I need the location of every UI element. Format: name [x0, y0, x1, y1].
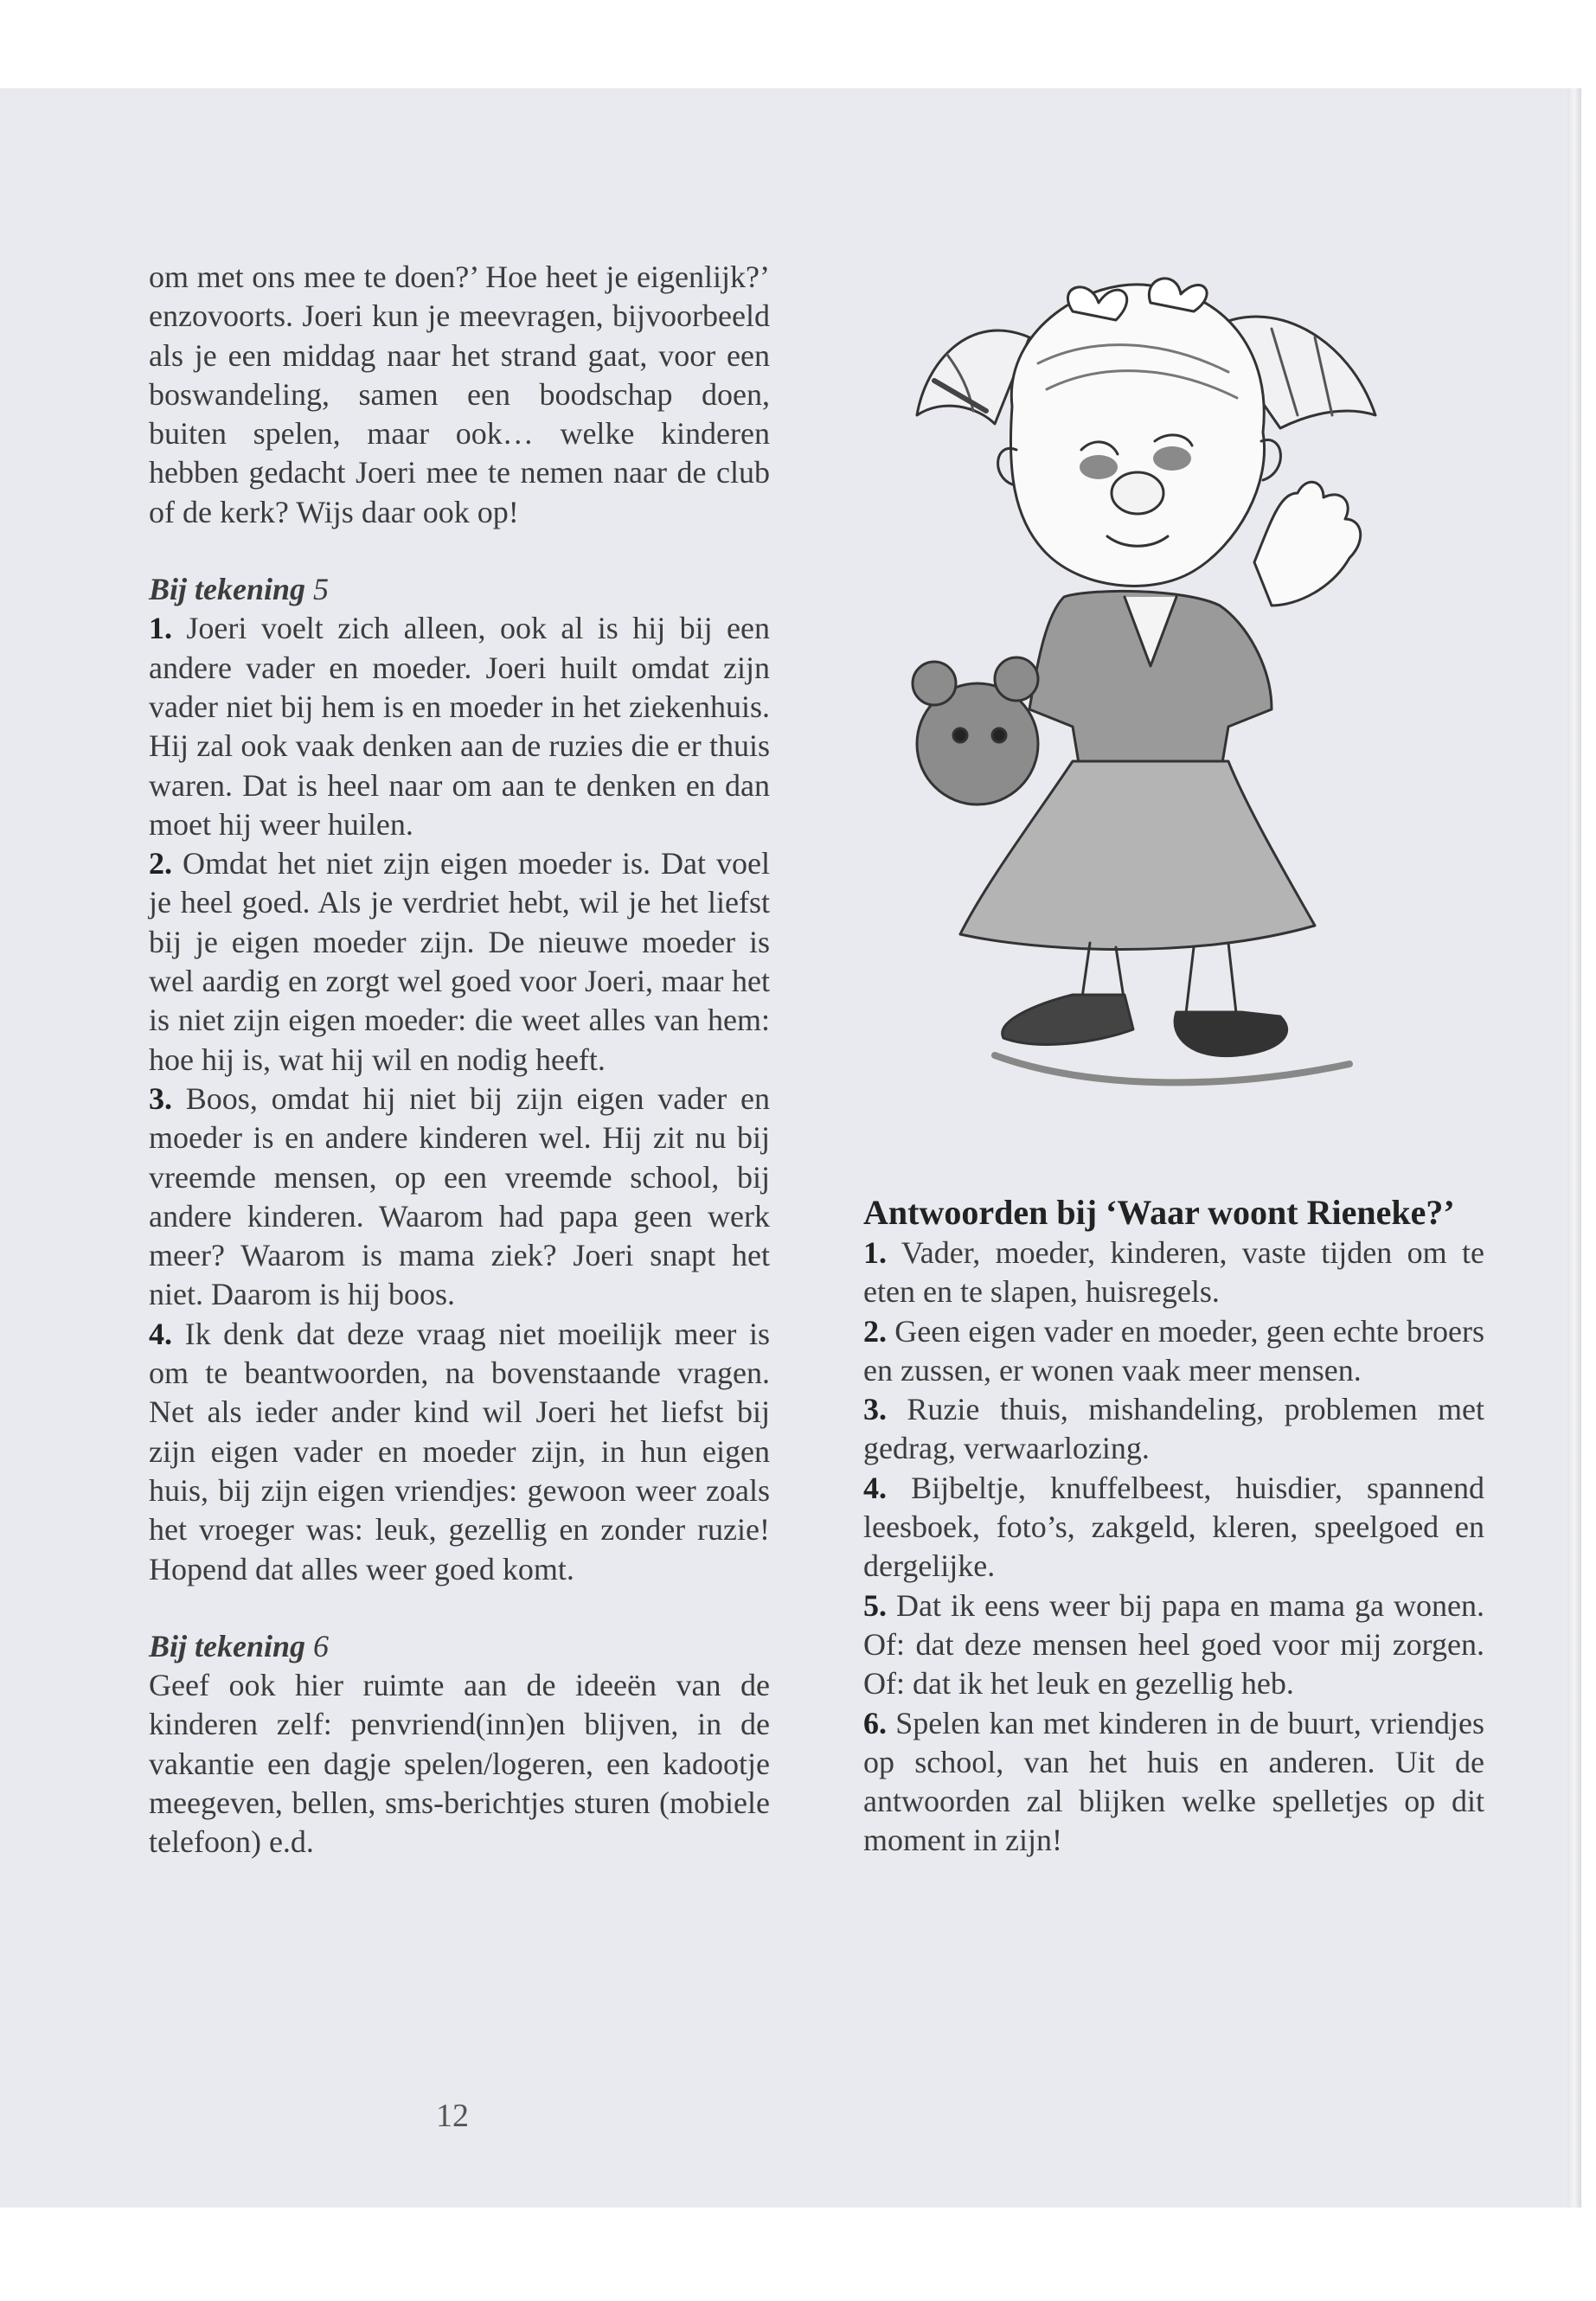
page-number: 12	[436, 2098, 469, 2134]
answer-5-2-num: 2.	[149, 846, 172, 881]
right-answer-4-num: 4.	[863, 1470, 887, 1505]
answer-5-4-num: 4.	[149, 1316, 172, 1351]
right-answer-3	[863, 1390, 1484, 1469]
answer-5-2-text: Omdat het niet zijn eigen moeder is. Dat voel je heel goed. Als je verdriet hebt, wil je het liefst bij je eigen moeder zijn. De nieuwe moeder is wel aardig en zorgt wel goed voor Joeri, maar het is niet zijn eigen moeder: die weet alles van hem: hoe hij is, wat hij wil en nodig heeft.	[149, 846, 771, 1077]
answer-5-3-num: 3.	[149, 1080, 172, 1116]
answer-5-3-text: Boos, omdat hij niet bij zijn eigen vader en moeder is en andere kinderen wel. Hij zit nu bij vreemde mensen, op een vreemde school, bij andere kinderen. Waarom had papa geen werk meer? Waarom is mama ziek? Joeri snapt het niet. Daarom is hij boos.	[149, 1080, 771, 1312]
answer-5-1	[149, 609, 770, 844]
right-answer-6	[863, 1704, 1484, 1861]
right-answer-3-text: Ruzie thuis, mishandeling, problemen met gedrag, verwaarlozing.	[863, 1392, 1484, 1466]
right-column	[863, 1192, 1484, 1861]
section-6-heading-number: 6	[313, 1628, 330, 1663]
section-6-text: Geef ook hier ruimte aan de ideeën van de kinderen zelf: penvriend(inn)en blijven, in de vakantie een dagje spelen/logeren, een kadootje meegeven, bellen, sms-berichtjes sturen (mobiele telefoon) e.d.	[149, 1668, 770, 1860]
right-answer-6-num: 6.	[863, 1705, 887, 1740]
right-answer-5-text: Dat ik eens weer bij papa en mama ga wonen. Of: dat deze mensen heel goed voor mij zorgen. Of: dat ik het leuk en gezellig heb.	[863, 1587, 1485, 1702]
section-6-heading	[149, 1627, 770, 1666]
right-answer-1-num: 1.	[863, 1235, 887, 1270]
answer-5-3	[149, 1080, 770, 1315]
right-answer-3-num: 3.	[863, 1392, 887, 1427]
right-answer-2-text: Geen eigen vader en moeder, geen echte broers en zussen, er wonen vaak meer mensen.	[863, 1313, 1485, 1388]
section-5-heading-label: Bij tekening	[149, 572, 306, 607]
answer-5-4	[149, 1315, 770, 1589]
left-column	[149, 258, 770, 1862]
intro-paragraph: om met ons mee te doen?’ Hoe heet je eigenlijk?’ enzovoorts. Joeri kun je meevragen, bijvoorbeeld als je een middag naar het strand gaat, voor een boswandeling, samen een boodschap doen, buiten spelen, maar ook… welke kinderen hebben gedacht Joeri mee te nemen naar de club of de kerk? Wijs daar ook op!	[149, 260, 770, 529]
right-answer-5-num: 5.	[863, 1587, 887, 1623]
right-answer-4	[863, 1469, 1484, 1586]
girl-illustration	[865, 260, 1497, 1125]
right-heading: Antwoorden bij ‘Waar woont Rieneke?’	[863, 1193, 1455, 1232]
raised-hand	[1254, 482, 1361, 606]
right-answer-5	[863, 1586, 1484, 1704]
right-answer-1	[863, 1234, 1484, 1312]
right-answer-2-num: 2.	[863, 1313, 887, 1349]
section-5-heading	[149, 570, 770, 609]
right-answer-1-text: Vader, moeder, kinderen, vaste tijden om te eten en te slapen, huisregels.	[863, 1235, 1484, 1310]
answer-5-2	[149, 844, 770, 1080]
head	[1010, 285, 1264, 586]
right-answer-2	[863, 1312, 1484, 1391]
section-6-heading-label: Bij tekening	[149, 1628, 306, 1663]
answer-5-4-text: Ik denk dat deze vraag niet moeilijk meer is om te beantwoorden, na bovenstaande vragen. Net als ieder ander kind wil Joeri het liefst bij zijn eigen vader en moeder zijn, in hun eigen huis, bij zijn eigen vriendjes: gewoon weer zoals het vroeger was: leuk, gezellig en zonder ruzie! Hopend dat alles weer goed komt.	[149, 1316, 771, 1586]
right-answer-6-text: Spelen kan met kinderen in de buurt, vriendjes op school, van het huis en anderen. Uit de antwoorden zal blijken welke spelletjes op dit moment in zijn!	[863, 1705, 1484, 1858]
answer-5-1-text: Joeri voelt zich alleen, ook al is hij bij een andere vader en moeder. Joeri huilt omdat zijn vader niet bij hem is en moeder in het ziekenhuis. Hij zal ook vaak denken aan de ruzies die er thuis waren. Dat is heel naar om aan te denken en dan moet hij weer huilen.	[149, 611, 770, 842]
answer-5-1-num: 1.	[149, 611, 172, 646]
right-answer-4-text: Bijbeltje, knuffelbeest, huisdier, spannend leesboek, foto’s, zakgeld, kleren, speelgoed en dergelijke.	[863, 1470, 1484, 1584]
page-edge	[1567, 88, 1581, 2208]
section-5-heading-number: 5	[313, 572, 330, 607]
